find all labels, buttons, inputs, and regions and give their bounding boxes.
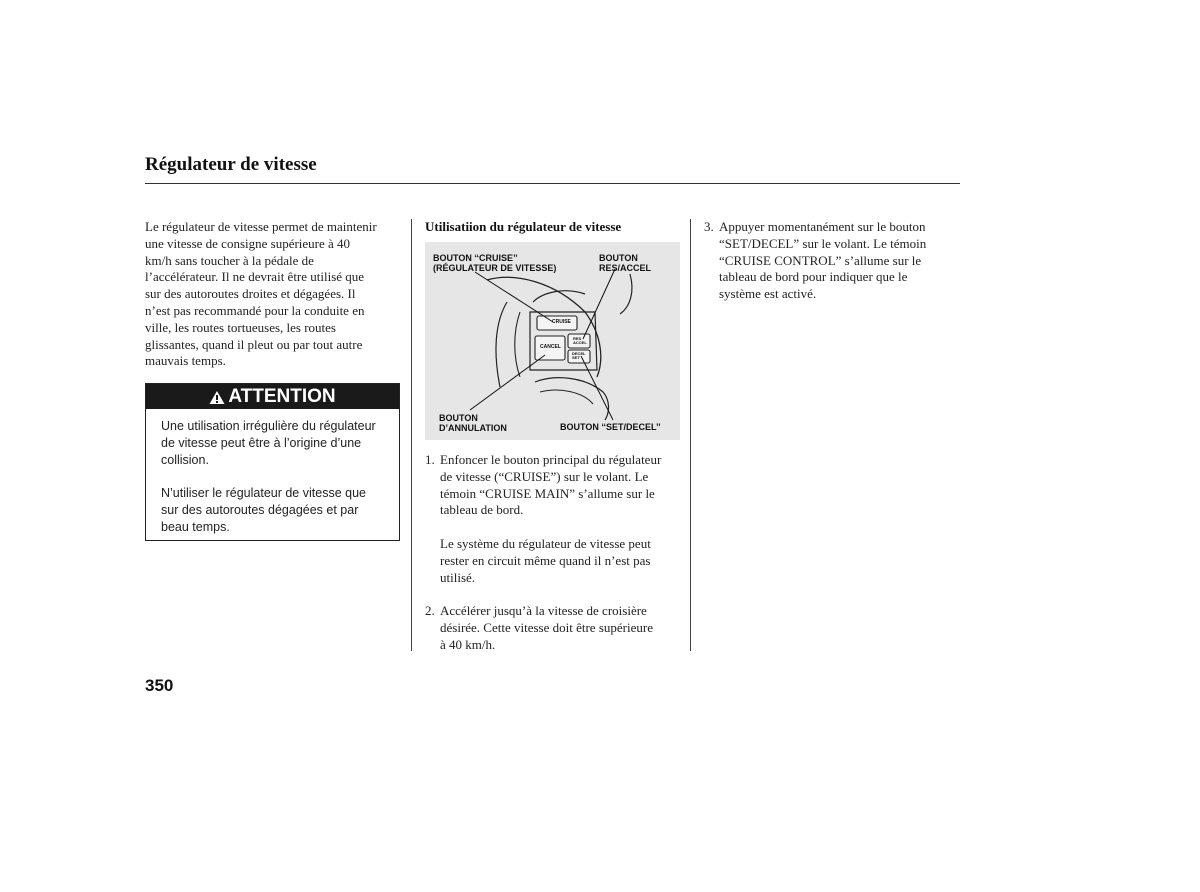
step-1-note xyxy=(425,536,687,588)
step-text xyxy=(719,219,926,303)
step-1 xyxy=(425,452,687,522)
intro-line: km/h sans toucher à la pédale de xyxy=(145,252,314,268)
attention-line: Une utilisation irrégulière du régulateur xyxy=(161,419,376,433)
column-divider-right xyxy=(690,219,691,651)
cruise-button-text: CRUISE xyxy=(552,319,571,325)
label-line: BOUTON ‘‘CRUISE’’ xyxy=(433,253,518,263)
step-text xyxy=(440,536,651,586)
step-text xyxy=(440,603,653,653)
label-cruise-button xyxy=(433,253,556,273)
intro-line: n’est pas recommandé pour la conduite en xyxy=(145,302,365,318)
intro-line: glissantes, quand il pleut ou par tout autre xyxy=(145,336,363,352)
res-button-line: ACCEL xyxy=(573,340,587,345)
step-line: témoin “CRUISE MAIN” s’allume sur le xyxy=(440,485,655,501)
attention-line: sur des autoroutes dégagées et par xyxy=(161,503,359,517)
step-line: désirée. Cette vitesse doit être supérieure xyxy=(440,619,653,635)
attention-line: N’utiliser le régulateur de vitesse que xyxy=(161,486,366,500)
set-button-line: SET xyxy=(572,355,580,360)
label-res-accel-button xyxy=(599,253,651,273)
step-line: tableau de bord. xyxy=(440,502,524,518)
step-line: Accélérer jusqu’à la vitesse de croisière xyxy=(440,603,647,618)
step-text xyxy=(440,452,661,519)
attention-paragraph-2 xyxy=(161,485,393,536)
label-line: D’ANNULATION xyxy=(439,423,507,433)
label-line: BOUTON xyxy=(439,413,478,423)
attention-paragraph-1 xyxy=(161,418,393,469)
step-line: utilisé. xyxy=(440,569,476,585)
step-number: 2. xyxy=(425,603,435,618)
intro-line: ville, les routes tortueuses, les routes xyxy=(145,319,336,335)
step-line: Enfoncer le bouton principal du régulateur xyxy=(440,452,662,467)
attention-box xyxy=(145,383,400,541)
title-rule xyxy=(145,183,960,184)
step-line: “CRUISE CONTROL” s’allume sur le xyxy=(719,252,922,268)
column-divider-left xyxy=(411,219,412,651)
usage-heading: Utilisatiion du régulateur de vitesse xyxy=(425,219,622,234)
step-line: à 40 km/h. xyxy=(440,636,496,652)
attention-line: collision. xyxy=(161,453,209,467)
step-line: “SET/DECEL” sur le volant. Le témoin xyxy=(719,235,927,251)
label-line: RES/ACCEL xyxy=(599,263,652,273)
step-line: tableau de bord pour indiquer que le xyxy=(719,269,908,285)
attention-title: ATTENTION xyxy=(228,386,336,407)
steering-wheel-figure xyxy=(425,242,680,440)
step-line: système est activé. xyxy=(719,286,817,302)
step-number: 3. xyxy=(704,219,714,234)
label-set-decel-button: BOUTON ‘‘SET/DECEL’’ xyxy=(560,422,661,432)
label-cancel-button xyxy=(439,413,507,433)
step-3 xyxy=(704,219,960,309)
cancel-button-text: CANCEL xyxy=(540,344,561,350)
attention-header xyxy=(146,384,399,409)
attention-line: de vitesse peut être à l’origine d’une xyxy=(161,436,362,450)
attention-line: beau temps. xyxy=(161,520,230,534)
intro-paragraph xyxy=(145,219,390,370)
step-2 xyxy=(425,603,687,655)
label-line: BOUTON xyxy=(599,253,638,263)
res-button-line: RES xyxy=(573,336,582,341)
step-line: Le système du régulateur de vitesse peut xyxy=(440,536,651,551)
set-button-line: DECEL xyxy=(572,351,586,356)
intro-line: l’accélérateur. Il ne devrait être utilisé que xyxy=(145,269,365,285)
page-number: 350 xyxy=(145,676,174,695)
step-number: 1. xyxy=(425,452,435,467)
set-button-text xyxy=(572,352,586,360)
label-line: (RÉGULATEUR DE VITESSE) xyxy=(433,263,557,273)
intro-line: sur des autoroutes droites et dégagées. Il xyxy=(145,286,356,302)
intro-line: mauvais temps. xyxy=(145,353,226,369)
page-title: Régulateur de vitesse xyxy=(145,154,317,175)
intro-line: Le régulateur de vitesse permet de maintenir xyxy=(145,219,377,234)
step-line: rester en circuit même quand il n’est pas xyxy=(440,552,651,568)
step-line: de vitesse (“CRUISE”) sur le volant. Le xyxy=(440,468,649,484)
res-button-text xyxy=(573,337,587,345)
warning-triangle-icon xyxy=(209,390,225,405)
intro-line: une vitesse de consigne supérieure à 40 xyxy=(145,235,351,251)
step-line: Appuyer momentanément sur le bouton xyxy=(719,219,926,234)
